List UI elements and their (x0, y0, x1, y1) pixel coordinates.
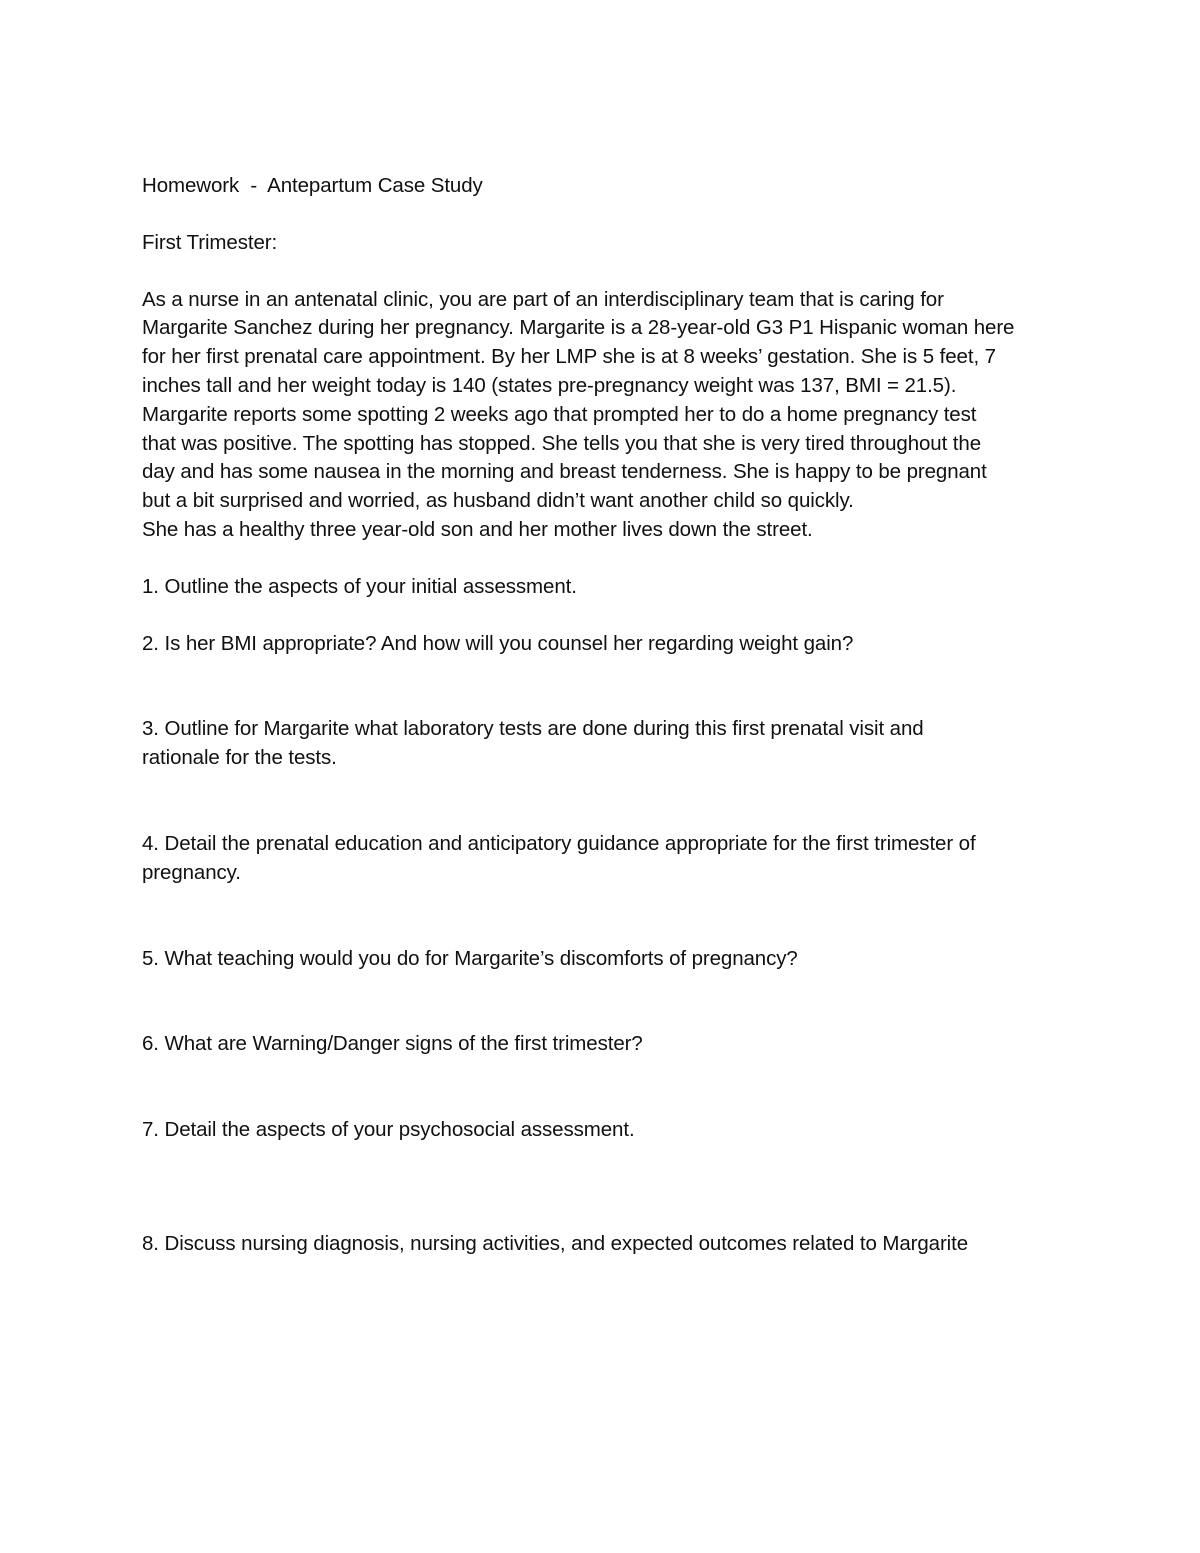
question-7 (142, 1116, 1072, 1145)
case-line: but a bit surprised and worried, as husband didn’t want another child so quickly. (142, 489, 854, 513)
question-text: 3. Outline for Margarite what laboratory tests are done during this first prenatal visit and (142, 717, 924, 741)
question-1 (142, 573, 1072, 602)
question-text: 4. Detail the prenatal education and anticipatory guidance appropriate for the first trimester of (142, 831, 976, 855)
question-2 (142, 630, 1072, 659)
question-6 (142, 1030, 1072, 1059)
question-list (142, 573, 1072, 1259)
case-line: Margarite Sanchez during her pregnancy. Margarite is a 28-year-old G3 P1 Hispanic woman here (142, 316, 1015, 340)
case-line: As a nurse in an antenatal clinic, you are part of an interdisciplinary team that is caring for (142, 287, 944, 311)
document-title: Homework - Antepartum Case Study (142, 174, 483, 197)
question-text: 2. Is her BMI appropriate? And how will you counsel her regarding weight gain? (142, 631, 854, 655)
question-8 (142, 1230, 1072, 1259)
document-content (142, 172, 1072, 1259)
question-3 (142, 715, 1072, 773)
case-description (142, 286, 1072, 545)
question-text: 7. Detail the aspects of your psychosocial assessment. (142, 1118, 635, 1142)
section-heading: First Trimester: (142, 230, 278, 254)
case-line: day and has some nausea in the morning and breast tenderness. She is happy to be pregnant (142, 460, 987, 484)
question-5 (142, 945, 1072, 974)
question-text: 1. Outline the aspects of your initial assessment. (142, 574, 577, 598)
question-text: 8. Discuss nursing diagnosis, nursing activities, and expected outcomes related to Margarite (142, 1231, 969, 1255)
case-line: that was positive. The spotting has stopped. She tells you that she is very tired throughout the (142, 431, 981, 455)
question-text: 6. What are Warning/Danger signs of the first trimester? (142, 1032, 643, 1056)
question-text-continued: rationale for the tests. (142, 746, 337, 770)
case-line: inches tall and her weight today is 140 (states pre-pregnancy weight was 137, BMI = 21.5). (142, 373, 957, 397)
case-line: for her first prenatal care appointment. By her LMP she is at 8 weeks’ gestation. She is 5 feet, 7 (142, 345, 996, 369)
case-line: Margarite reports some spotting 2 weeks ago that prompted her to do a home pregnancy test (142, 402, 977, 426)
case-line: She has a healthy three year-old son and her mother lives down the street. (142, 517, 813, 541)
question-4 (142, 830, 1072, 888)
question-text: 5. What teaching would you do for Margarite’s discomforts of pregnancy? (142, 946, 798, 970)
question-text-continued: pregnancy. (142, 860, 241, 884)
